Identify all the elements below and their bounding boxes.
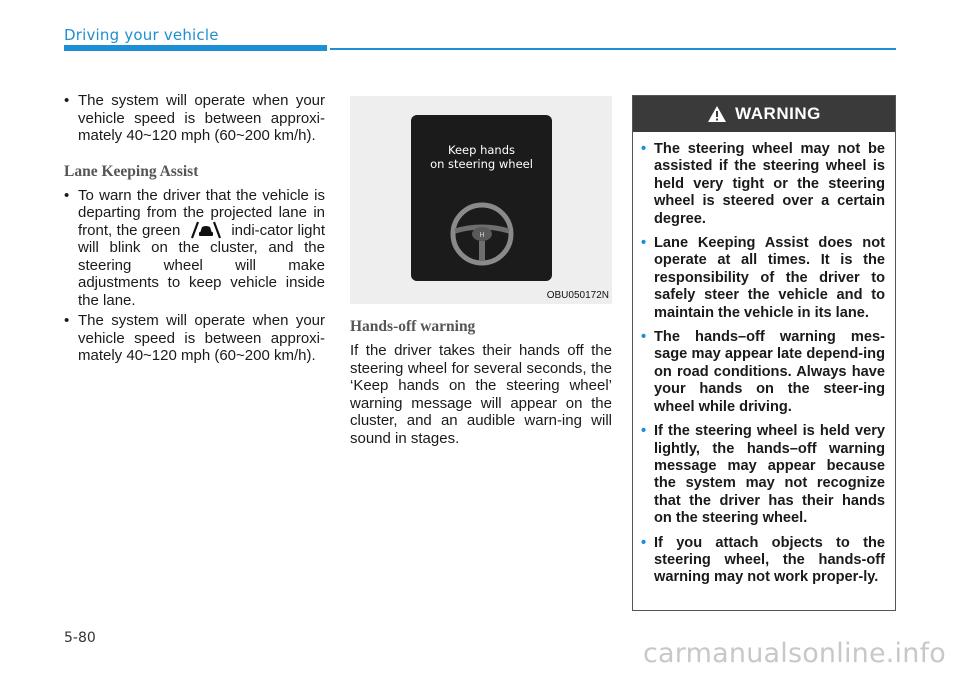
lka-text-part1: To warn the driver that the vehicle is departing from the projected lane in front, the green xyxy=(78,186,325,239)
heading-hands-off-warning: Hands-off warning xyxy=(350,318,476,335)
warning-item: • If the steering wheel is held very lightly, the hands–off warning message may appear because the system may not recognize that the driver has their hands on the steering wheel. xyxy=(641,423,885,527)
left-column xyxy=(64,92,325,368)
warning-list xyxy=(633,132,895,587)
cluster-display xyxy=(411,115,552,281)
warning-box xyxy=(632,95,896,611)
bullet-speed-range: • The system will operate when your vehicle speed is between approxi-mately 40~120 mph (60~200 km/h). xyxy=(64,92,325,145)
lka-text-part2: indi-cator light will blink on the cluster, and the steering wheel will make adjustments to keep vehicle inside the lane. xyxy=(78,221,326,309)
heading-lane-keeping-assist: Lane Keeping Assist xyxy=(64,162,199,180)
warning-item: • The steering wheel may not be assisted if the steering wheel is held very tight or the steering wheel is steered over a certain degree. xyxy=(641,141,885,228)
bullet-lane-warning xyxy=(64,187,325,310)
header-rule-thick xyxy=(64,45,327,51)
header-rule-thin xyxy=(330,48,896,50)
bullet-speed-range-2: • The system will operate when your vehicle speed is between approxi-mately 40~120 mph (60~200 km/h). xyxy=(64,312,325,365)
page-number: 5-80 xyxy=(64,630,96,646)
warning-title: WARNING xyxy=(735,104,821,123)
steering-wheel-icon xyxy=(449,201,515,267)
warning-item: • If you attach objects to the steering wheel, the hands-off warning may not work proper-ly. xyxy=(641,535,885,587)
section-title: Driving your vehicle xyxy=(64,26,219,44)
cluster-figure xyxy=(350,96,612,304)
figure-code: OBU050172N xyxy=(546,290,609,301)
cluster-message-line1: Keep hands xyxy=(448,143,515,157)
svg-text:H: H xyxy=(479,231,485,239)
warning-item: • Lane Keeping Assist does not operate at all times. It is the responsibility of the driver to safely steer the vehicle and to maintain the vehicle in its lane. xyxy=(641,235,885,322)
watermark: carmanualsonline.info xyxy=(643,638,946,669)
warning-triangle-icon xyxy=(707,105,727,123)
middle-column xyxy=(350,96,612,448)
cluster-message xyxy=(411,143,552,171)
warning-header xyxy=(633,96,895,132)
lane-keeping-indicator-icon xyxy=(189,219,223,239)
hands-off-paragraph: If the driver takes their hands off the steering wheel for several seconds, the ‘Keep hands on the steering wheel’ warning message will appear on the cluster, and an audible warn-ing will sound in stages. xyxy=(350,342,612,447)
warning-item: • The hands–off warning mes-sage may appear late depend-ing on road conditions. Always have your hands on the steer-ing wheel while driving. xyxy=(641,329,885,416)
cluster-message-line2: on steering wheel xyxy=(430,157,533,171)
